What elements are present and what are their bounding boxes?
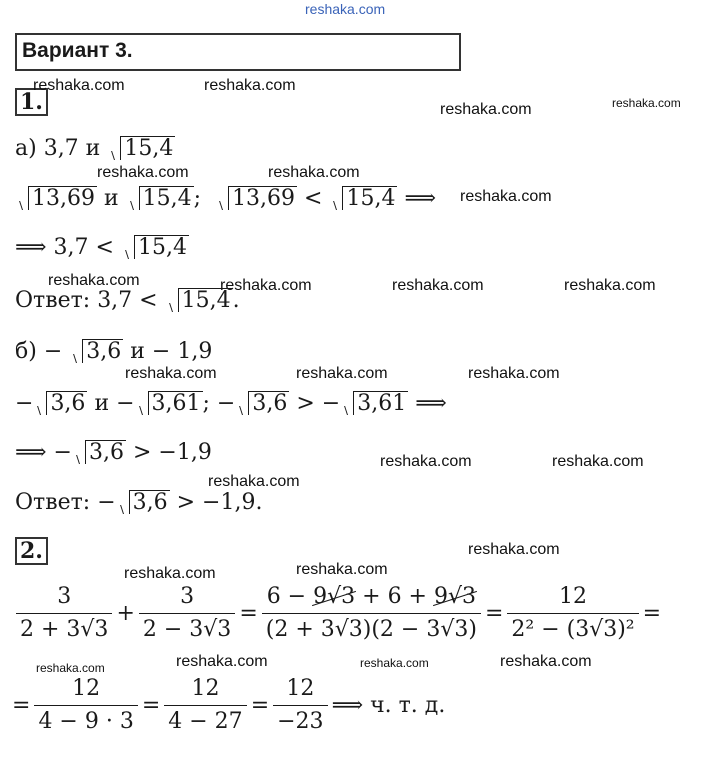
variant-title: Вариант 3. bbox=[22, 39, 133, 62]
watermark: reshaka.com bbox=[380, 453, 472, 470]
watermark: reshaka.com bbox=[97, 164, 189, 181]
watermark: reshaka.com bbox=[440, 101, 532, 118]
sqrt: 3,6 bbox=[237, 391, 289, 417]
sqrt: 15,4 bbox=[128, 186, 194, 212]
task1b-line2: − 3,6 и − 3,61; − 3,6 > − 3,61 ⟹ bbox=[15, 391, 447, 416]
watermark: reshaka.com bbox=[48, 272, 140, 289]
watermark: reshaka.com bbox=[208, 473, 300, 490]
watermark: reshaka.com bbox=[460, 188, 552, 205]
watermark: reshaka.com bbox=[392, 277, 484, 294]
sqrt: 3,6 bbox=[74, 440, 126, 466]
task1b-line1: б) − 3,6 и − 1,9 bbox=[15, 339, 213, 364]
sqrt: 15,4 bbox=[331, 186, 397, 212]
task2-line2: = $\frac{12}{4 - 9 \cdot 3}$ = $\frac{12}{4 - 27}$ = $\frac{12}{-23}$ ⟹ ч. т. д. bbox=[12, 676, 446, 734]
sqrt: 15,4 bbox=[167, 288, 233, 314]
variant-title-box bbox=[15, 33, 461, 71]
fraction: $\frac{12}{4 - 9 \cdot 3}$ bbox=[34, 676, 137, 735]
task2-line1: $\frac{3}{2 + 3√3}$ + $\frac{3}{2 - 3√3}$ = $\frac{6 - 9√3 + 6 + 9√3}{(2 + 3√3)(2 - 3√3)}$ = $\frac{12}{\text{2² − (3√3)²}}$ = bbox=[12, 584, 661, 643]
sqrt: 15,4 bbox=[123, 235, 189, 261]
sqrt: 13,69 bbox=[17, 186, 97, 212]
sqrt: 3,6 bbox=[71, 339, 123, 365]
watermark: reshaka.com bbox=[564, 277, 656, 294]
sqrt: 3,6 bbox=[35, 391, 87, 417]
task1a-line2: 13,69 и 15,4; 13,69 < 15,4 ⟹ bbox=[15, 186, 436, 212]
cancelled-term: 9√3 bbox=[434, 584, 477, 609]
fraction: $\frac{12}{4 - 27}$ bbox=[164, 676, 246, 735]
watermark: reshaka.com bbox=[468, 365, 560, 382]
watermark: reshaka.com bbox=[552, 453, 644, 470]
watermark: reshaka.com bbox=[33, 77, 125, 94]
task1a-line1 bbox=[15, 136, 175, 162]
watermark: reshaka.com bbox=[612, 96, 681, 110]
fraction: $\frac{3}{2 + 3√3}$ bbox=[16, 584, 112, 643]
sqrt: 15,4 bbox=[109, 136, 175, 162]
task2-number: 2. bbox=[15, 537, 48, 565]
watermark: reshaka.com bbox=[176, 653, 268, 670]
cancelled-term: 9√3 bbox=[313, 584, 356, 609]
watermark: reshaka.com bbox=[296, 561, 388, 578]
watermark: reshaka.com bbox=[268, 164, 360, 181]
watermark: reshaka.com bbox=[204, 77, 296, 94]
task1a-answer: Ответ: 3,7 < 15,4. bbox=[15, 288, 240, 313]
watermark: reshaka.com bbox=[36, 661, 105, 675]
fraction: $\frac{6 - 9√3 + 6 + 9√3}{(2 + 3√3)(2 - 3√3)}$ bbox=[262, 584, 481, 643]
task1a-label: а) 3,7 и bbox=[15, 136, 101, 161]
watermark: reshaka.com bbox=[125, 365, 217, 382]
task1b-line3: ⟹ − 3,6 > −1,9 bbox=[15, 440, 212, 465]
watermark-top: reshaka.com bbox=[305, 1, 386, 17]
watermark: reshaka.com bbox=[124, 565, 216, 582]
sqrt: 3,61 bbox=[137, 391, 203, 417]
watermark: reshaka.com bbox=[500, 653, 592, 670]
fraction: $\frac{12}{\text{2² − (3√3)²}}$ bbox=[507, 584, 638, 643]
fraction: $\frac{12}{-23}$ bbox=[273, 676, 327, 735]
task1-number: 1. bbox=[15, 88, 48, 116]
task1b-answer: Ответ: − 3,6 > −1,9. bbox=[15, 490, 263, 515]
task1a-line3: ⟹ 3,7 < 15,4 bbox=[15, 235, 187, 260]
sqrt: 3,6 bbox=[118, 490, 170, 516]
watermark: reshaka.com bbox=[296, 365, 388, 382]
fraction: $\frac{3}{2 - 3√3}$ bbox=[139, 584, 235, 643]
sqrt: 13,69 bbox=[217, 186, 297, 212]
watermark: reshaka.com bbox=[468, 541, 560, 558]
watermark: reshaka.com bbox=[220, 277, 312, 294]
sqrt: 3,61 bbox=[342, 391, 408, 417]
watermark: reshaka.com bbox=[360, 656, 429, 670]
